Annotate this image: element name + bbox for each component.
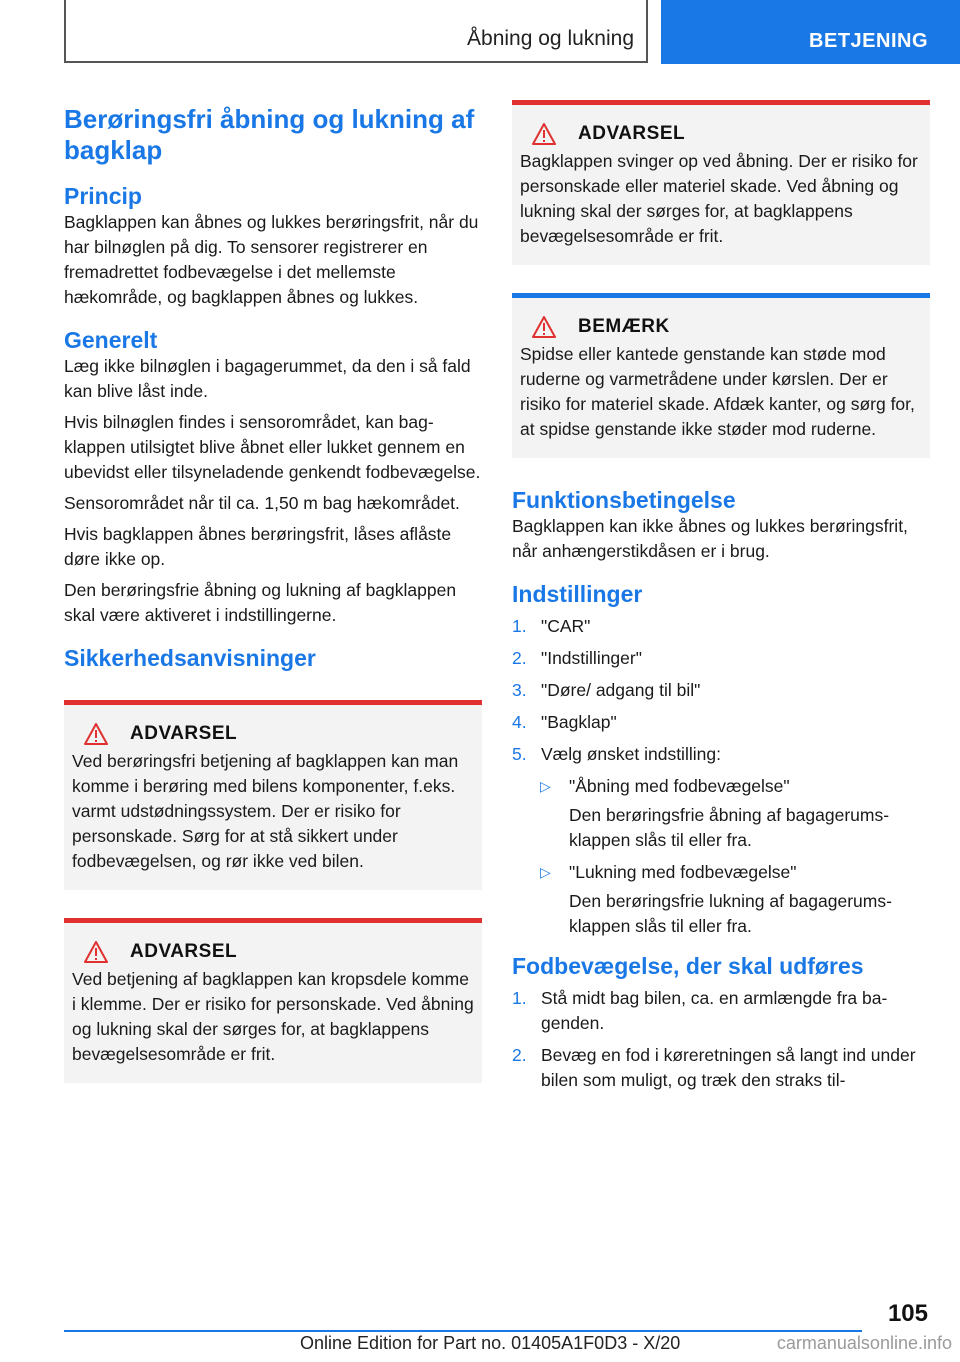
foot-movement-heading: Fodbevægelse, der skal udføres — [512, 953, 864, 979]
warning-title: ADVARSEL — [578, 123, 686, 144]
sub-option — [512, 860, 930, 939]
footer-divider — [64, 1330, 862, 1332]
warning-title: ADVARSEL — [130, 941, 238, 962]
warning-text: Ved betjening af bagklappen kan kropsdele komme i klemme. Der er risiko for personskade. Ved åbning og lukning skal der sørges for, at bagklappens bevægelsesområde er frit. — [72, 969, 474, 1064]
warning-triangle-icon — [84, 941, 108, 963]
warning-triangle-icon — [532, 123, 556, 145]
warning-box — [512, 100, 930, 265]
page-number: 105 — [887, 1300, 928, 1327]
header-chapter-title: BETJENING — [809, 30, 928, 52]
list-item: 2. Bevæg en fod i køreretningen så langt ind under bilen som muligt, og træk den straks til- — [512, 1045, 916, 1090]
general-paragraph: Hvis bilnøglen findes i sensorområdet, kan bagklappen utilsigtet blive åbnet eller lukket gennem en ubevidst eller tilsyneladende genkendt fodbevægelse. — [64, 412, 481, 482]
warning-box — [64, 918, 482, 1083]
list-item: 1. Stå midt bag bilen, ca. en armlængde fra bagenden. — [512, 988, 888, 1033]
warning-box — [64, 700, 482, 890]
note-box — [512, 293, 930, 458]
header-section-title: Åbning og lukning — [467, 27, 634, 50]
safety-heading: Sikkerhedsanvisninger — [64, 645, 316, 671]
foot-steps-list — [512, 986, 930, 1093]
warning-text: Ved berøringsfri betjening af bagklappen kan man komme i berøring med bilens komponenter, f.eks. varmt udstødningssystem. Der er risiko for personskade. Sørg for at stå sikkert under fodbevægelsen, og rør ikke ved bilen. — [72, 751, 459, 871]
warning-triangle-icon — [84, 723, 108, 745]
list-item: 5. Vælg ønsket indstilling: — [512, 744, 721, 764]
sub-option-label: "Åbning med fodbevægelse" — [569, 776, 790, 796]
triangle-bullet-icon: ▷ — [540, 864, 551, 880]
list-item: 2. "Indstillinger" — [512, 648, 642, 668]
function-heading: Funktionsbetingelse — [512, 487, 736, 513]
warning-text: Bagklappen svinger op ved åbning. Der er risiko for personskade eller materiel skade. Ved åbning og lukning skal der sørges for, at bagklappens bevægelsesområde er frit. — [520, 151, 918, 246]
sub-option-desc: Den berøringsfrie lukning af bagagerumsklappen slås til eller fra. — [569, 891, 892, 936]
sub-option-label: "Lukning med fodbevægelse" — [569, 862, 797, 882]
sub-option — [512, 774, 930, 853]
list-item: 3. "Døre/ adgang til bil" — [512, 680, 701, 700]
note-title: BEMÆRK — [578, 316, 670, 337]
note-text: Spidse eller kantede genstande kan støde mod ruderne og varmetrådene under kørslen. Der er risiko for materiel skade. Afdæk kanter, og sørg for, at spidse genstande ikke støder mod ruderne. — [520, 344, 915, 439]
function-text: Bagklappen kan ikke åbnes og lukkes berøringsfrit, når anhængerstikdåsen er i brug. — [512, 516, 908, 561]
page-title: Berøringsfri åbning og lukning af bagklap — [64, 104, 475, 165]
header-section-box — [64, 0, 648, 63]
edition-text: Online Edition for Part no. 01405A1F0D3 - X/20 — [300, 1333, 681, 1353]
triangle-bullet-icon: ▷ — [540, 778, 551, 794]
caution-triangle-icon — [532, 316, 556, 338]
general-heading: Generelt — [64, 327, 158, 353]
left-column — [64, 100, 482, 1083]
list-item: 4. "Bagklap" — [512, 712, 617, 732]
right-column — [512, 100, 930, 1100]
general-paragraph: Hvis bagklappen åbnes berøringsfrit, låses aflåste døre ikke op. — [64, 524, 452, 569]
header-chapter-tab — [661, 0, 960, 64]
settings-heading: Indstillinger — [512, 581, 643, 607]
general-paragraph: Den berøringsfrie åbning og lukning af bagklappen skal være aktiveret i indstillingerne. — [64, 580, 457, 625]
general-paragraph: Læg ikke bilnøglen i bagagerummet, da den i så fald kan blive låst inde. — [64, 356, 471, 401]
watermark: carmanualsonline.info — [776, 1333, 952, 1353]
list-item: 1. "CAR" — [512, 616, 591, 636]
sub-option-desc: Den berøringsfrie åbning af bagagerumsklappen slås til eller fra. — [569, 805, 890, 850]
warning-title: ADVARSEL — [130, 723, 238, 744]
principle-text: Bagklappen kan åbnes og lukkes berøringsfrit, når du har bilnøglen på dig. To sensorer registrerer en fremadrettet fodbevægelse i det mellemste hækområde, og bagklappen åbnes og lukkes. — [64, 212, 479, 307]
general-paragraph: Sensorområdet når til ca. 1,50 m bag hækområdet. — [64, 493, 460, 513]
settings-steps-list — [512, 614, 930, 767]
principle-heading: Princip — [64, 183, 142, 209]
